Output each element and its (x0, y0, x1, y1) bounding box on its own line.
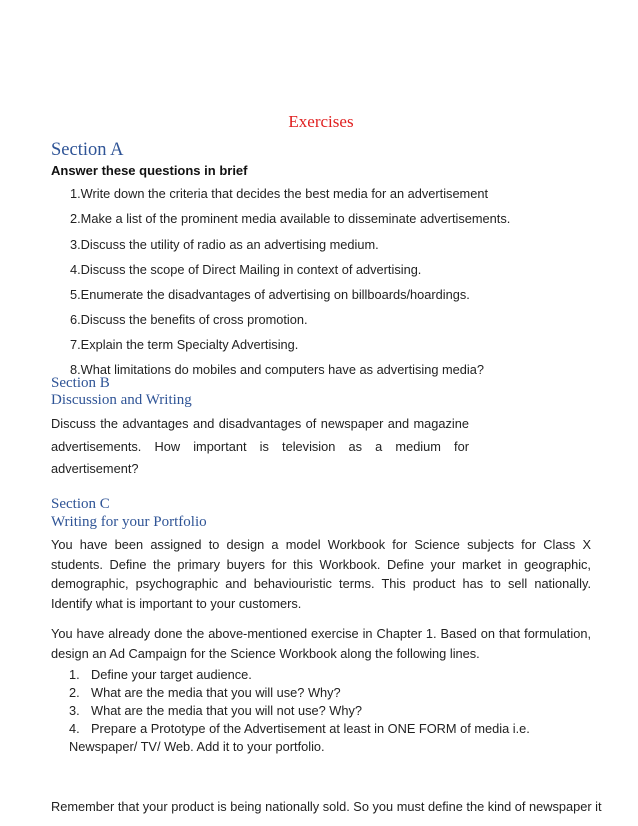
list-item-continuation: Newspaper/ TV/ Web. Add it to your portfolio. (69, 739, 325, 754)
question-item: 1.Write down the criteria that decides the best media for an advertisement (70, 186, 489, 201)
list-text: Define your target audience. (91, 667, 252, 682)
closing-paragraph: Remember that your product is being nationally sold. So you must define the kind of newspaper it (51, 799, 602, 814)
list-text: What are the media that you will not use? Why? (91, 703, 363, 718)
section-b-subheading: Discussion and Writing (51, 392, 192, 408)
list-number: 4. (69, 721, 80, 736)
question-item: 3.Discuss the utility of radio as an advertising medium. (70, 237, 379, 252)
list-number: 3. (69, 703, 80, 718)
list-item (69, 667, 252, 682)
section-b-heading: Section B (51, 375, 110, 391)
list-number: 2. (69, 685, 80, 700)
question-item: 7.Explain the term Specialty Advertising. (70, 337, 299, 352)
question-item: 5.Enumerate the disadvantages of advertising on billboards/hoardings. (70, 287, 470, 302)
section-c-paragraph-2: You have already done the above-mentioned exercise in Chapter 1. Based on that formulation, design an Ad Campaign for the Science Workbook along the following lines. (51, 626, 591, 661)
section-c-heading: Section C (51, 496, 110, 512)
question-item: 4.Discuss the scope of Direct Mailing in context of advertising. (70, 262, 422, 277)
list-item (69, 703, 362, 718)
list-number: 1. (69, 667, 80, 682)
list-text: Prepare a Prototype of the Advertisement at least in ONE FORM of media i.e. (91, 721, 530, 736)
question-item: 6.Discuss the benefits of cross promotion. (70, 312, 308, 327)
list-item (69, 685, 341, 700)
section-a-heading: Section A (51, 140, 124, 160)
section-b-paragraph: Discuss the advantages and disadvantages of newspaper and magazine advertisements. How important is television as a medium for advertisement? (51, 416, 469, 476)
section-c-subheading: Writing for your Portfolio (51, 514, 207, 530)
list-text: What are the media that you will use? Why? (91, 685, 341, 700)
question-item: 2.Make a list of the prominent media available to disseminate advertisements. (70, 211, 511, 226)
page-title: Exercises (288, 112, 354, 131)
section-c-paragraph-1: You have been assigned to design a model Workbook for Science subjects for Class X students. Define the primary buyers for this Workbook. Define your market in geographic, demographic, psychographic and behaviouristic terms. This product has to sell nationally. Identify what is important to your customers. (51, 537, 591, 611)
question-item: 8.What limitations do mobiles and computers have as advertising media? (70, 362, 484, 377)
section-a-subheading: Answer these questions in brief (51, 163, 248, 178)
list-item (69, 721, 530, 736)
